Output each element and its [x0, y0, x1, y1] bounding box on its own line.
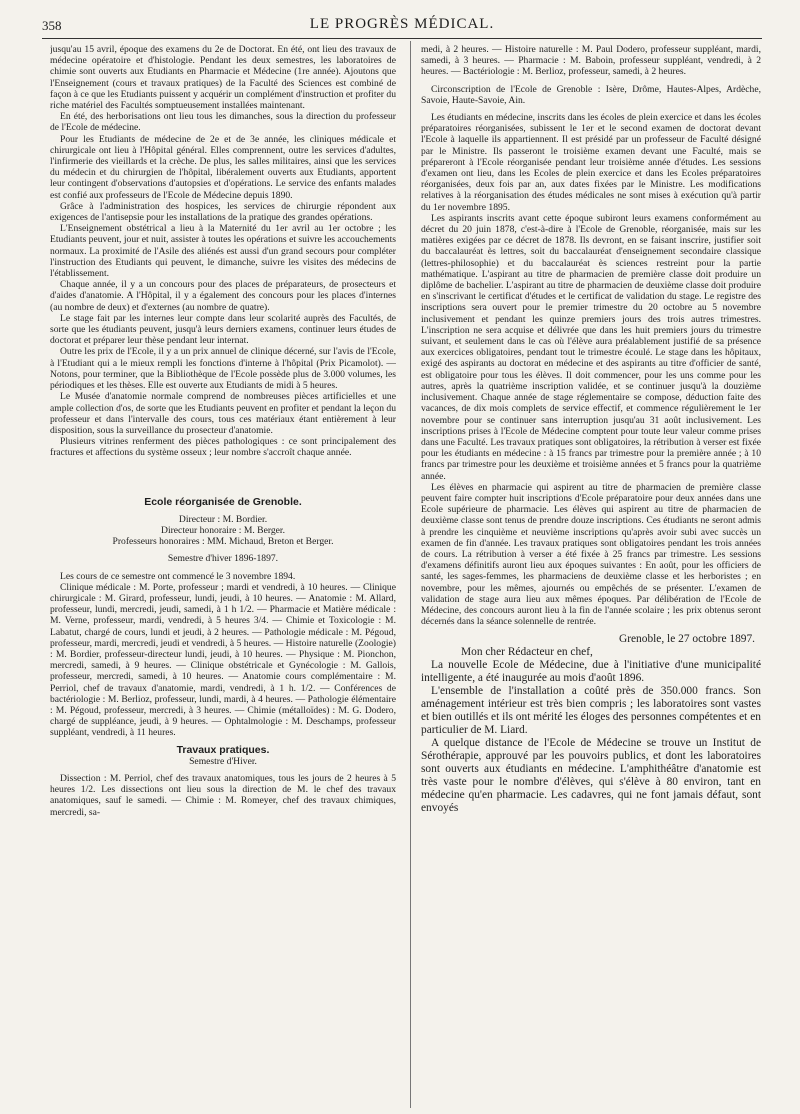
- semester-intro: Les cours de ce semestre ont commencé le 3 novembre 1894.: [60, 570, 296, 582]
- letter-paragraph: L'ensemble de l'installation a coûté près de 350.000 francs. Son aménagement intérieur est très bien compris ; les laboratoires sont vastes et bien outillés et ils ont mérité les éloges des personnes compétentes et en particulier de M. Liard.: [421, 685, 761, 737]
- paragraph: En été, des herborisations ont lieu tous les dimanches, sous la direction du professeur de l'Ecole de médecine.: [50, 111, 396, 134]
- paragraph: Plusieurs vitrines renferment des pièces pathologiques : ce sont principalement des fractures et affections du système osseux ; leur nombre s'accroît chaque année.: [50, 436, 396, 459]
- left-column: [50, 44, 396, 1108]
- column-separator: [410, 41, 411, 1108]
- paragraph: Les aspirants inscrits avant cette époque subiront leurs examens conformément au décret du 20 juin 1878, c'est-à-dire à l'Ecole de Grenoble, réorganisée, mais sur les matières exigées par ce décret de 1878. Ils devront, en se faisant inscrire, justifier soit du baccalauréat ès lettres, soit du baccalauréat d'enseignement secondaire classique (lettres-philosophie) et du baccalauréat ès sciences restreint pour la partie mathématique. L'aspirant au titre de pharmacien de première classe doit produire un diplôme de bachelier. L'aspirant au titre de pharmacien de deuxième classe doit produire en s'inscrivant le certificat d'études et le certificat de validation du stage. Le registre des inscriptions sera ouvert pour le premier trimestre du 20 octobre au 5 novembre inclusivement et pendant les quinze premiers jours des trois autres trimestres. L'inscription ne sera acquise et délivrée que dans les huit premiers jours du trimestre suivant, et seulement dans le cas où l'élève aura préalablement justifié de sa présence aux exercices obligatoires, pendant tout le trimestre écoulé. Le stage dans les hôpitaux, exigé des aspirants au doctorat en médecine et des aspirants au titre d'officier de santé, est obligatoire pour tous les élèves. Il doit commencer, pour les uns comme pour les autres, après la quatrième inscription validée, et se continuer jusqu'à la douzième inclusivement. Chaque année de stage réglementaire se compose, déduction faite des vacances, de dix mois complets de service effectif, et commence régulièrement le 1er novembre pour se continuer sans interruption jusqu'au 31 août inclusivement. Les inscriptions prises à l'Ecole de Médecine comptent pour toute leur valeur comme prises dans une Faculté. Les travaux pratiques sont obligatoires, la rétribution à verser est fixée pour les étudiants en médecine : à 15 francs par trimestre pour la première année ; à 10 francs par trimestre pour les deuxième et troisième années et 5 francs pour la quatrième année.: [421, 212, 761, 482]
- paragraph: Les élèves en pharmacie qui aspirent au titre de pharmacien de première classe peuvent faire compter huit inscriptions d'Ecole préparatoire pour deux années dans une Ecole supérieure de pharmacie. Les élèves qui aspirent au titre de pharmacien de deuxième classe sont tenus de prendre douze inscriptions. Ces étudiants ne seront admis à prendre les cinquième et neuvième inscriptions qu'après avoir subi avec succès un examen de fin d'année. Les travaux pratiques sont obligatoires pendant les trois années de cours. La rétribution à verser a été fixée à 25 francs par trimestre. Les sessions d'examens définitifs auront lieu aux époques suivantes : En août, pour les officiers de santé, les sages-femmes, les pharmaciens de deuxième classe et les herboristes ; en novembre, pour les mêmes, ajournés ou empêchés de se présenter. L'examen de validation de stage aura lieu aux mêmes époques. Par délibération de l'Ecole de Médecine, des concours auront lieu à la fin de l'année scolaire ; les prix obtenus seront décernés dans la séance solennelle de rentrée.: [421, 481, 761, 628]
- page-header: [42, 14, 762, 36]
- circonscription: Circonscription de l'Ecole de Grenoble : Isère, Drôme, Hautes-Alpes, Ardèche, Savoie, Haute-Savoie, Ain.: [421, 83, 761, 106]
- practical-work-title: Travaux pratiques.: [176, 743, 270, 756]
- paragraph: Grâce à l'administration des hospices, les services de chirurgie répondent aux exigences de l'antisepsie pour les installations de la pratique des grandes opérations.: [50, 200, 396, 224]
- right-column: [421, 44, 761, 1108]
- director-line: Directeur : M. Bordier.: [178, 513, 268, 525]
- paragraph: L'Enseignement obstétrical a lieu à la Maternité du 1er avril au 1er octobre ; les Etudiants peuvent, jour et nuit, assister à toutes les opérations et suivre les accouchements normaux. La proximité de l'Asile des aliénés est aussi d'un grand secours pour compléter l'instruction des Etudiants qui peuvent, le dimanche, suivre les visites des médecins de l'établissement.: [50, 223, 396, 280]
- paragraph: Le stage fait par les internes leur compte dans leur scolarité auprès des Facultés, de sorte que les étudiants peuvent, jusqu'à leurs derniers examens, continuer leurs études de doctorat et préparer leur thèse pendant leur internat.: [50, 312, 396, 347]
- honorary-professors-line: Professeurs honoraires : MM. Michaud, Breton et Berger.: [112, 536, 334, 548]
- letter-paragraph: A quelque distance de l'Ecole de Médecine se trouve un Institut de Sérothérapie, approuvé par les pouvoirs publics, et dont les laboratoires sont ouverts aux étudiants en médecine. L'amphithéâtre d'anatomie est très vaste pour le nombre d'élèves, qui s'élève à 80 environ, tant en médecine qu'en pharmacie. Les cadavres, qui ne font jamais défaut, sont envoyés: [421, 737, 761, 815]
- header-rule: [42, 38, 762, 39]
- letter-salutation: Mon cher Rédacteur en chef,: [461, 646, 593, 659]
- letter-date: Grenoble, le 27 octobre 1897.: [618, 633, 755, 646]
- paragraph: Chaque année, il y a un concours pour des places de préparateurs, de prosecteurs et d'aides d'anatomie. A l'Hôpital, il y a également des concours pour les places d'internes (au nombre de deux) et d'externes (au nombre de quatre).: [50, 279, 396, 313]
- semester-heading: Semestre d'hiver 1896-1897.: [167, 553, 279, 565]
- paragraph: Le Musée d'anatomie normale comprend de nombreuses pièces artificielles et une ample collection d'os, de sorte que les Etudiants peuvent en profiter et pendant la leçon du professeur et dans l'intervalle des cours, tous ces matériaux étant entièrement à leur disposition, sous la surveillance du prosecteur d'anatomie.: [50, 391, 396, 436]
- paragraph: jusqu'au 15 avril, époque des examens du 2e de Doctorat. En été, ont lieu des travaux de médecine opératoire et d'histologie. Pendant les deux semestres, les laboratoires de chimie sont ouverts aux Etudiants en Pharmacie et Médecine (1re année). Ajoutons que l'Enseignement (cours et travaux pratiques) de la Faculté des Sciences est combiné de façon à ce que les Etudiants puissent y acquérir un complément d'instruction et profiter du riche matériel des Facultés somptueusement installées maintenant.: [50, 44, 396, 112]
- section-title: Ecole réorganisée de Grenoble.: [144, 495, 302, 508]
- honorary-director-line: Directeur honoraire : M. Berger.: [161, 524, 285, 536]
- journal-title: LE PROGRÈS MÉDICAL.: [309, 16, 495, 32]
- practical-semester-heading: Semestre d'Hiver.: [189, 755, 257, 767]
- paragraph: Les étudiants en médecine, inscrits dans les écoles de plein exercice et dans les écoles préparatoires réorganisées, subissent le 1er et le second examen de doctorat devant l'Ecole à laquelle ils appartiennent. Il est présidé par un professeur de Faculté désigné par le Ministre. Ils passeront le troisième examen devant une Faculté, mais se prépareront à l'Ecole réorganisée pendant leur troisième année d'études. Les sessions d'examen ont lieu, dans les Ecoles de plein exercice et dans les Ecoles préparatoires réorganisées, deux fois par an, aux dates fixées par le Ministre. Les modifications relatives à la réorganisation des études médicales ne sont mises à exécution qu'à partir du 1er novembre 1895.: [421, 112, 761, 213]
- continuation-text: medi, à 2 heures. — Histoire naturelle : M. Paul Dodero, professeur suppléant, mardi, samedi, à 3 heures. — Pharmacie : M. Baboin, professeur suppléant, vendredi, à 2 heures. — Bactériologie : M. Berlioz, professeur, samedi, à 2 heures.: [421, 44, 761, 78]
- letter-paragraph: La nouvelle Ecole de Médecine, due à l'initiative d'une municipalité intelligente, a été inaugurée au mois d'août 1896.: [421, 659, 761, 685]
- page-number: 358: [42, 18, 62, 33]
- paragraph: Outre les prix de l'Ecole, il y a un prix annuel de clinique décerné, sur l'avis de l'Ecole, à l'Etudiant qui a le mieux rempli les fonctions d'interne à l'hôpital (Prix Picamolot). — Notons, pour terminer, que la Bibliothèque de l'Ecole possède plus de 3.000 volumes, les périodiques et les thèses. Elle est ouverte aux Etudiants de midi à 5 heures.: [50, 346, 396, 392]
- practical-work-text: Dissection : M. Perriol, chef des travaux anatomiques, tous les jours de 2 heures à 5 heures 1/2. Les dissections ont lieu sous la direction de M. le chef des travaux anatomiques, sauf le samedi. — Chimie : M. Romeyer, chef des travaux chimiques, mercredi, sa-: [50, 772, 396, 818]
- paragraph: Pour les Etudiants de médecine de 2e et de 3e année, les cliniques médicale et chirurgicale ont lieu à l'Hôpital général. Elles comprennent, outre les services d'adultes, l'infirmerie des vieillards et la crèche. De plus, les salles militaires, ainsi que les services du médecin et du chirurgien de l'hôpital, libéralement ouverts aux Etudiants, apportent leur contingent d'observations d'autopsies et d'opérations. Le service des enfants malades est confié aux professeurs de l'Ecole de Médecine depuis 1890.: [50, 133, 396, 201]
- course-schedule: Clinique médicale : M. Porte, professeur ; mardi et vendredi, à 10 heures. — Clinique chirurgicale : M. Girard, professeur, lundi, jeudi, à 10 heures. — Anatomie : M. Allard, professeur, lundi, mercredi, jeudi, samedi, à 1 h 1/2. — Pharmacie et Matière médicale : M. Verne, professeur, mardi, vendredi, à 5 heures 3/4. — Chimie et Toxicologie : M. Labatut, chargé de cours, lundi et jeudi, à 2 heures. — Pathologie médicale : M. Pégoud, professeur, mardi, mercredi, jeudi et vendredi, à 5 heures. — Histoire naturelle (Zoologie) : M. Bordier, professeur-directeur lundi, jeudi, à 10 heures. — Physique : M. Pionchon, mercredi, samedi, à 9 heures. — Clinique obstétricale et Gynécologie : M. Gallois, professeur, mercredi, samedi, à 10 heures. — Anatomie cours complémentaire : M. Perriol, chef de travaux d'anatomie, mardi, vendredi, à 1 h. 1/2. — Conférences de bactériologie : M. Berlioz, professeur, lundi, mardi, à 4 heures. — Pathologie élémentaire : M. Pégoud, professeur, mercredi, à 3 heures. — Chimie (métalloïdes) : M. G. Dodero, chargé de suppléance, jeudi, à 9 heures. — Ophtalmologie : M. Deschamps, professeur suppléant, vendredi, à 11 heures.: [50, 581, 396, 739]
